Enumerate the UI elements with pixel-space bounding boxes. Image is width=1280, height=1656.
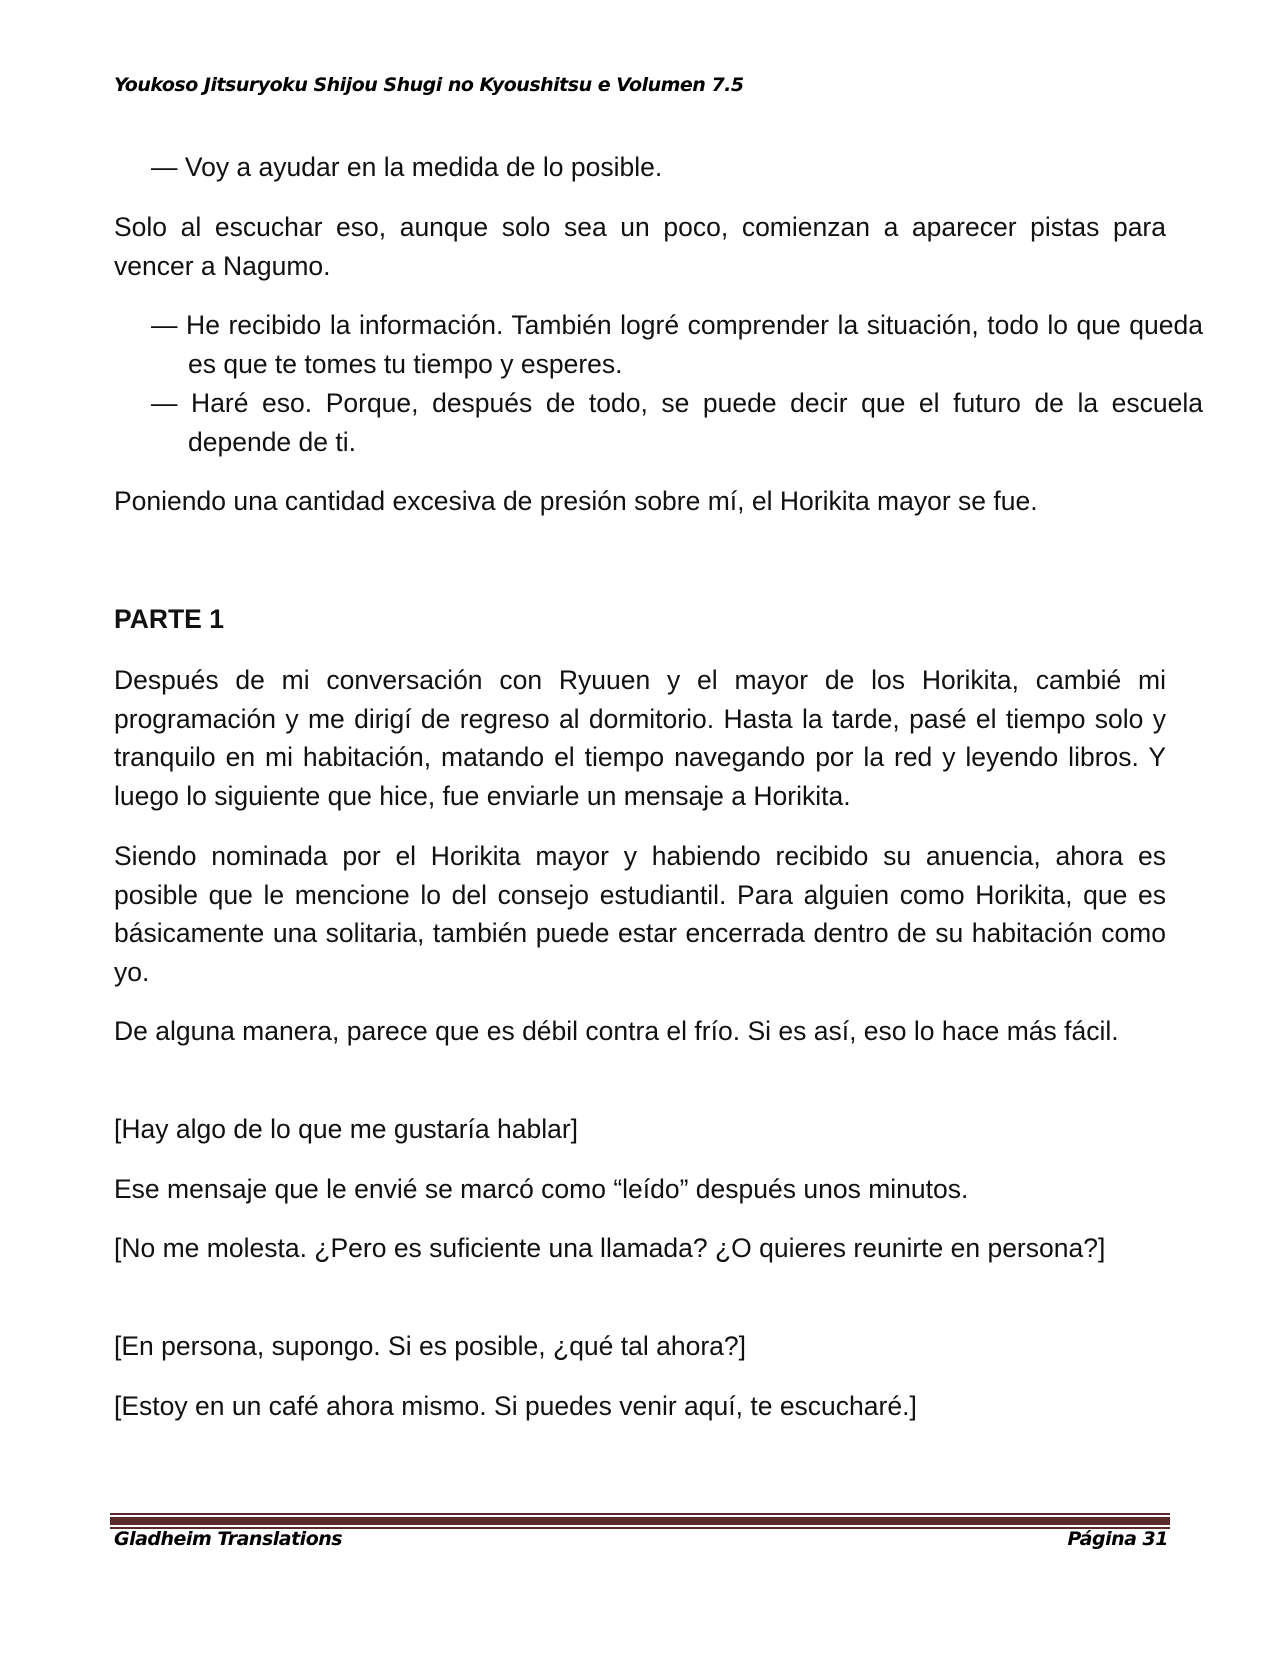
footer-rule [110,1515,1170,1525]
paragraph: Siendo nominada por el Horikita mayor y habiendo recibido su anuencia, ahora es posible que le mencione lo del consejo estudiantil. Para alguien como Horikita, que es básicamente una solitaria, también puede estar encerrada dentro de su habitación como yo. [114,841,1166,987]
paragraph: Ese mensaje que le envié se marcó como “leído” después unos minutos. [114,1174,969,1204]
page-number: Página 31 [1067,1528,1168,1550]
paragraph: Solo al escuchar eso, aunque solo sea un poco, comienzan a aparecer pistas para vencer a Nagumo. [114,212,1166,281]
paragraph: De alguna manera, parece que es débil contra el frío. Si es así, eso lo hace más fácil. [114,1016,1119,1046]
message-line: [En persona, supongo. Si es posible, ¿qué tal ahora?] [114,1331,747,1361]
running-header: Youkoso Jitsuryoku Shijou Shugi no Kyoushitsu e Volumen 7.5 [114,74,744,96]
paragraph: Después de mi conversación con Ryuuen y el mayor de los Horikita, cambié mi programación y me dirigí de regreso al dormitorio. Hasta la tarde, pasé el tiempo solo y tranquilo en mi habitación, matando el tiempo navegando por la red y leyendo libros. Y luego lo siguiente que hice, fue enviarle un mensaje a Horikita. [114,665,1166,811]
dialogue-line: — He recibido la información. También logré comprender la situación, todo lo que queda es que te tomes tu tiempo y esperes. [151,310,1203,379]
section-heading: PARTE 1 [114,604,224,634]
message-line: [No me molesta. ¿Pero es suficiente una llamada? ¿O quieres reunirte en persona?] [114,1233,1106,1263]
paragraph: Poniendo una cantidad excesiva de presión sobre mí, el Horikita mayor se fue. [114,486,1038,516]
footer-credit: Gladheim Translations [114,1528,343,1550]
message-line: [Estoy en un café ahora mismo. Si puedes venir aquí, te escucharé.] [114,1391,917,1421]
dialogue-line: — Voy a ayudar en la medida de lo posible. [151,152,663,182]
message-line: [Hay algo de lo que me gustaría hablar] [114,1114,579,1144]
dialogue-line: — Haré eso. Porque, después de todo, se puede decir que el futuro de la escuela depende de ti. [151,388,1203,457]
